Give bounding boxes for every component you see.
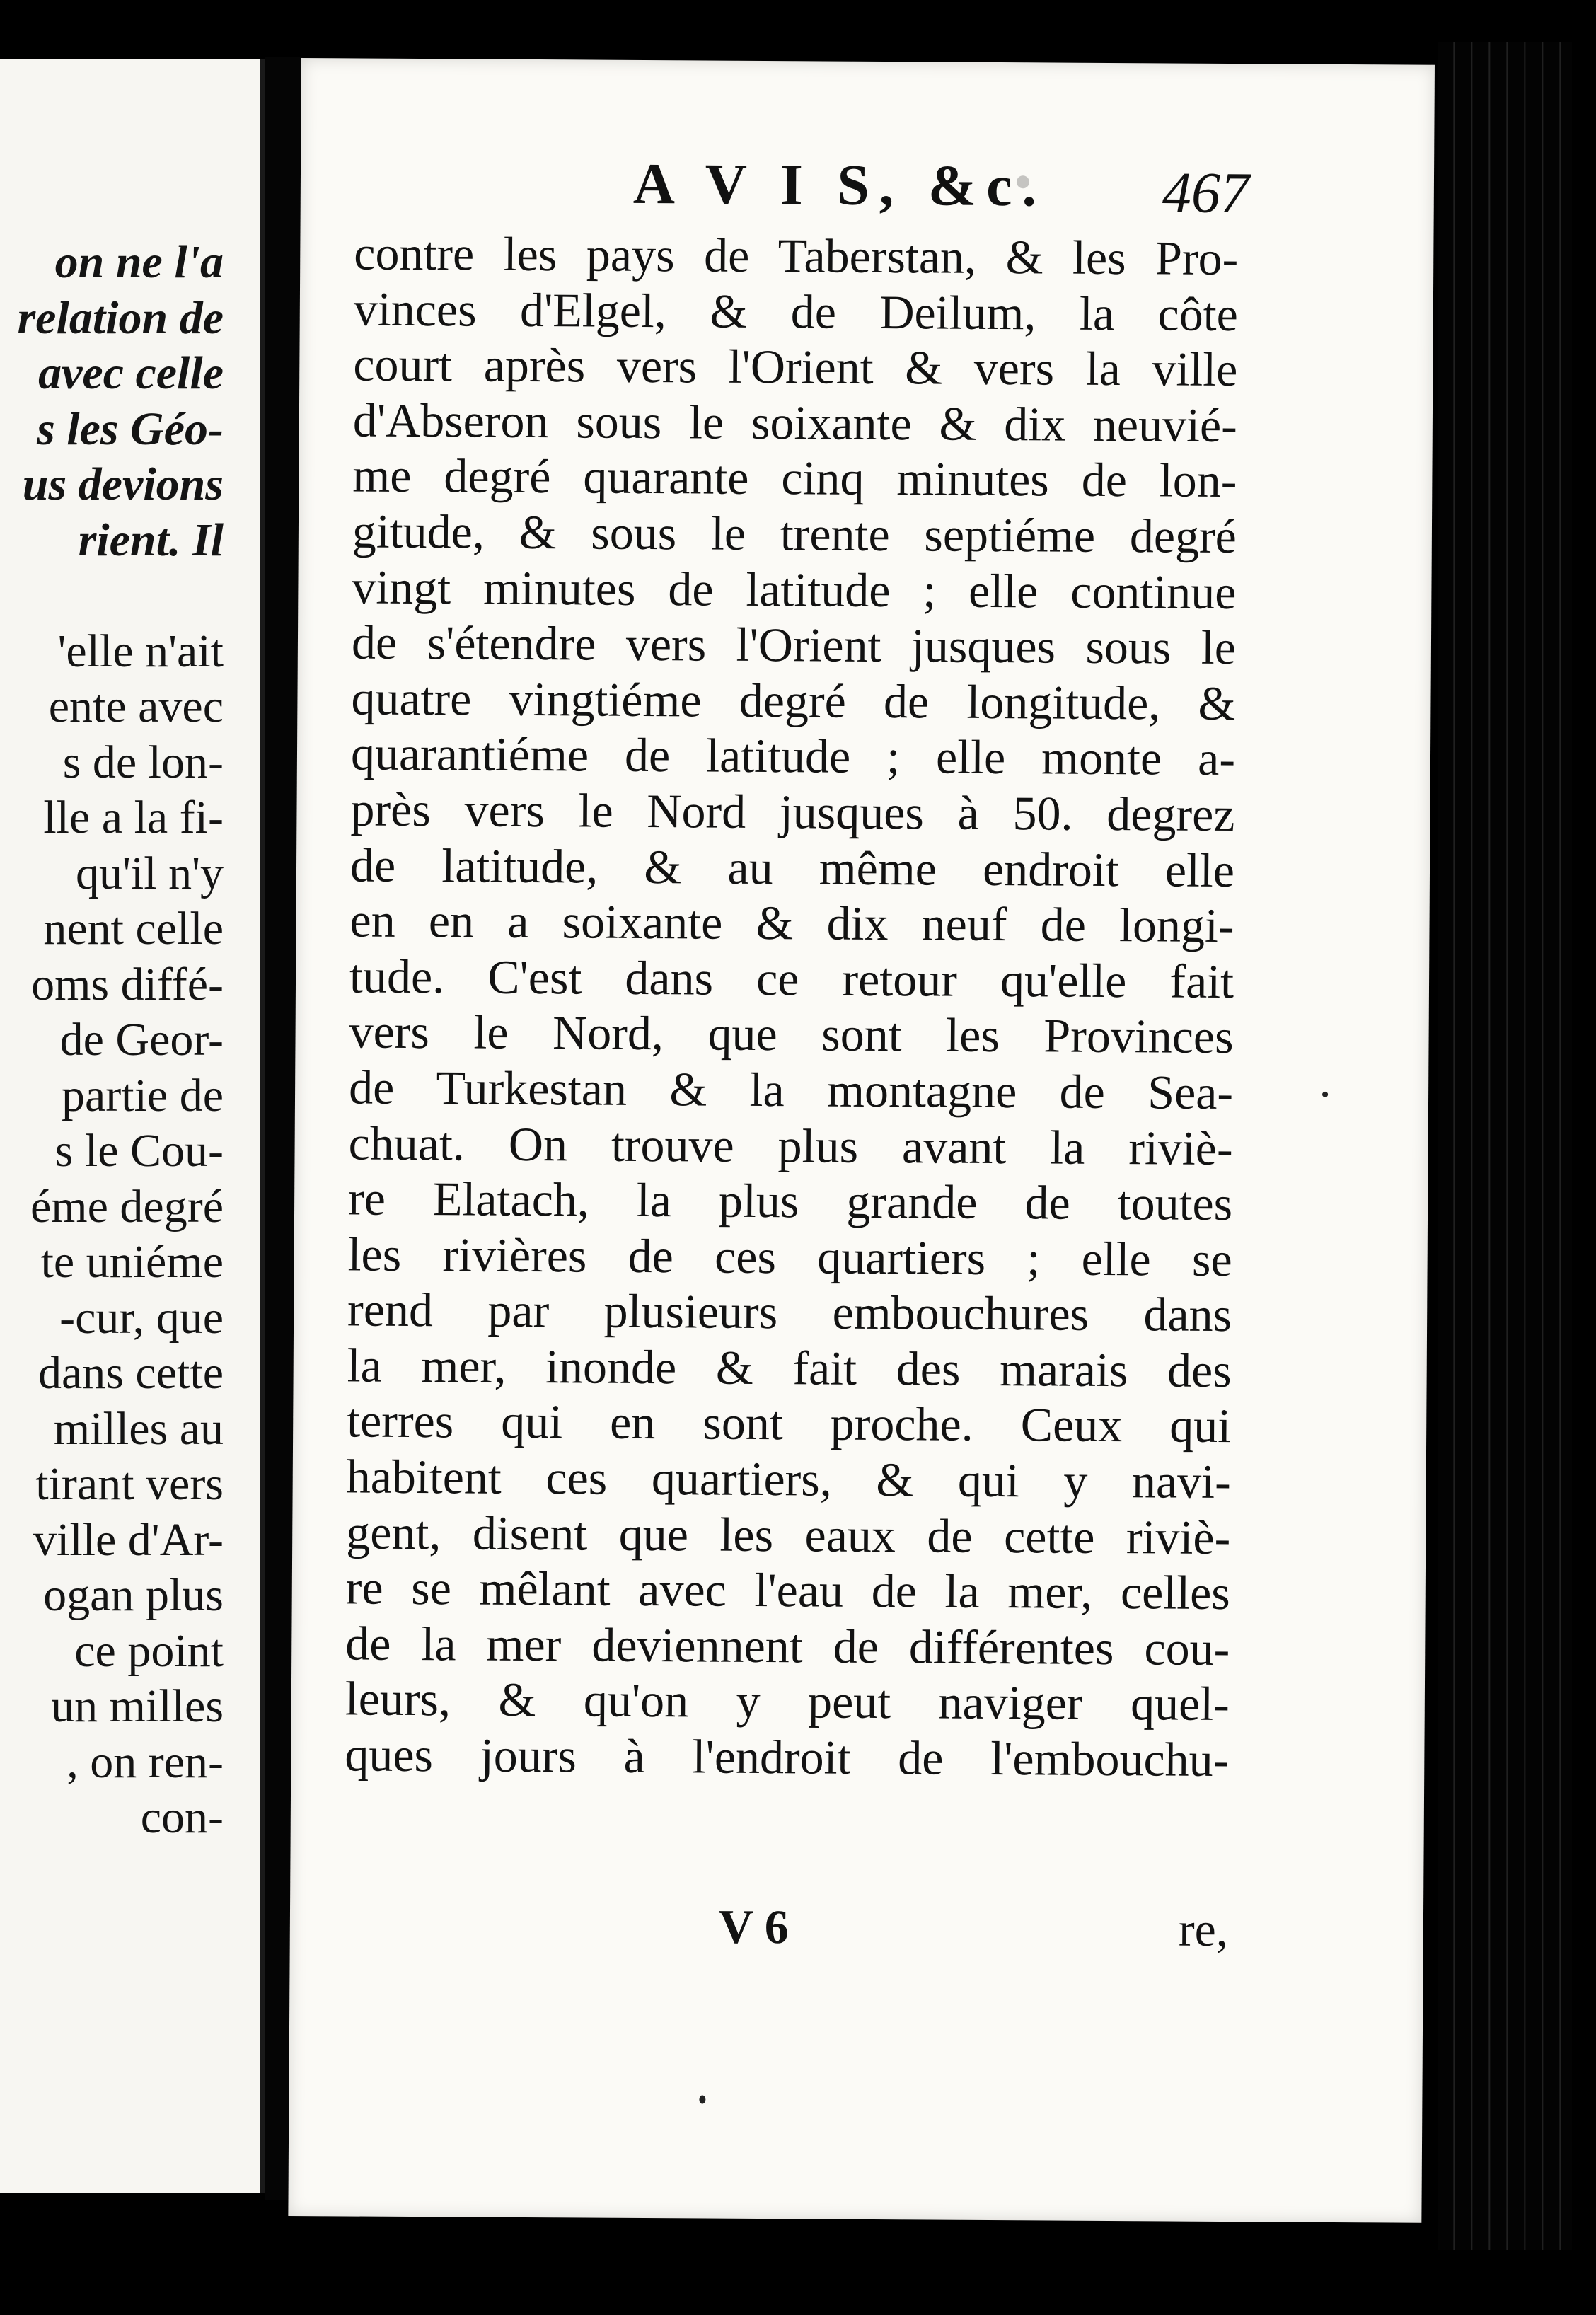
- left-page-line: ce point: [74, 1624, 224, 1677]
- text-line: d'Abseron sous le soixante & dix neuvié-: [352, 393, 1238, 452]
- left-page-line: dans cette: [37, 1347, 224, 1399]
- left-page-line: te uniéme: [40, 1236, 224, 1288]
- left-page-line: partie de: [61, 1069, 224, 1121]
- left-page-line: , on ren-: [66, 1736, 224, 1788]
- text-line: de s'étendre vers l'Orient jusques sous le: [351, 615, 1237, 675]
- text-line: terres qui en sont proche. Ceux qui: [347, 1393, 1232, 1453]
- left-page-line: milles au: [53, 1402, 224, 1455]
- text-line: de Turkestan & la montagne de Sea-: [348, 1060, 1234, 1119]
- page-edges: [1438, 42, 1572, 2250]
- paper-speck: [699, 2095, 705, 2103]
- running-head-title: A V I S, &c.: [632, 151, 1047, 219]
- text-line: quatre vingtiéme degré de longitude, &: [351, 671, 1236, 730]
- text-line: ques jours à l'endroit de l'embouchu-: [345, 1727, 1230, 1787]
- left-page-line: us devions: [22, 458, 224, 510]
- left-page-line: relation de: [17, 291, 224, 344]
- right-page: [288, 58, 1435, 2223]
- left-page-line: s les Géo-: [37, 403, 224, 455]
- left-page-line: tirant vers: [35, 1458, 224, 1510]
- text-line: les rivières de ces quartiers ; elle se: [347, 1227, 1232, 1286]
- text-line: gent, disent que les eaux de cette riviè-: [346, 1505, 1231, 1564]
- catchword: re,: [1178, 1902, 1229, 1957]
- signature-mark: V 6: [718, 1899, 790, 1954]
- text-line: quarantiéme de latitude ; elle monte a-: [350, 726, 1236, 786]
- text-line: chuat. On trouve plus avant la riviè-: [348, 1115, 1233, 1175]
- text-line: habitent ces quartiers, & qui y navi-: [346, 1449, 1231, 1509]
- text-line: rend par plusieurs embouchures dans: [347, 1282, 1232, 1342]
- page-footer: [344, 1896, 1229, 1965]
- text-line: re Elatach, la plus grande de toutes: [347, 1171, 1233, 1231]
- left-page-line: un milles: [51, 1680, 224, 1732]
- text-line: court après vers l'Orient & vers la ville: [353, 337, 1238, 397]
- left-page: [0, 59, 265, 2193]
- paper-speck: [1017, 175, 1029, 188]
- left-page-text: [18, 235, 224, 1846]
- left-page-line: s le Cou-: [54, 1125, 224, 1177]
- left-page-line: oms diffé-: [31, 958, 224, 1010]
- left-page-line: 'elle n'ait: [57, 625, 224, 677]
- paper-speck: [1322, 1092, 1328, 1097]
- text-line: vinces d'Elgel, & de Deilum, la côte: [353, 282, 1239, 341]
- text-line: gitude, & sous le trente septiéme degré: [352, 504, 1237, 564]
- text-line: contre les pays de Taberstan, & les Pro-: [354, 226, 1239, 286]
- left-page-line: nent celle: [43, 903, 224, 954]
- text-line: de la mer deviennent de différentes cou-: [345, 1616, 1230, 1675]
- text-line: vingt minutes de latitude ; elle continue: [352, 560, 1237, 619]
- text-line: en en a soixante & dix neuf de longi-: [349, 893, 1234, 953]
- left-page-line: lle a la fi-: [43, 792, 224, 843]
- body-text: [345, 225, 1238, 1787]
- left-page-line: éme degré: [30, 1180, 224, 1232]
- left-page-line: ente avec: [48, 681, 224, 732]
- left-page-line: con-: [140, 1791, 224, 1843]
- left-page-line: on ne l'a: [54, 236, 224, 288]
- text-line: me degré quarante cinq minutes de lon-: [352, 448, 1237, 508]
- text-line: de latitude, & au même endroit elle: [349, 837, 1235, 897]
- left-page-line: [18, 568, 224, 624]
- left-page-line: -cur, que: [59, 1291, 224, 1344]
- left-page-line: avec celle: [38, 347, 224, 399]
- page-number: 467: [1162, 160, 1250, 226]
- text-line: vers le Nord, que sont les Provinces: [349, 1004, 1234, 1064]
- text-line: re se mêlant avec l'eau de la mer, celles: [345, 1560, 1231, 1620]
- left-page-line: ville d'Ar-: [33, 1513, 224, 1566]
- text-line: leurs, & qu'on y peut naviger quel-: [345, 1671, 1230, 1731]
- left-page-line: rient. Il: [78, 514, 224, 566]
- left-page-line: qu'il n'y: [76, 847, 224, 899]
- left-page-line: s de lon-: [62, 736, 224, 788]
- running-head: [301, 149, 1435, 226]
- left-page-line: de Geor-: [59, 1014, 224, 1066]
- text-line: près vers le Nord jusques à 50. degrez: [350, 782, 1235, 842]
- left-page-line: ogan plus: [43, 1569, 224, 1621]
- text-line: tude. C'est dans ce retour qu'elle fait: [349, 949, 1234, 1008]
- text-line: la mer, inonde & fait des marais des: [347, 1338, 1232, 1397]
